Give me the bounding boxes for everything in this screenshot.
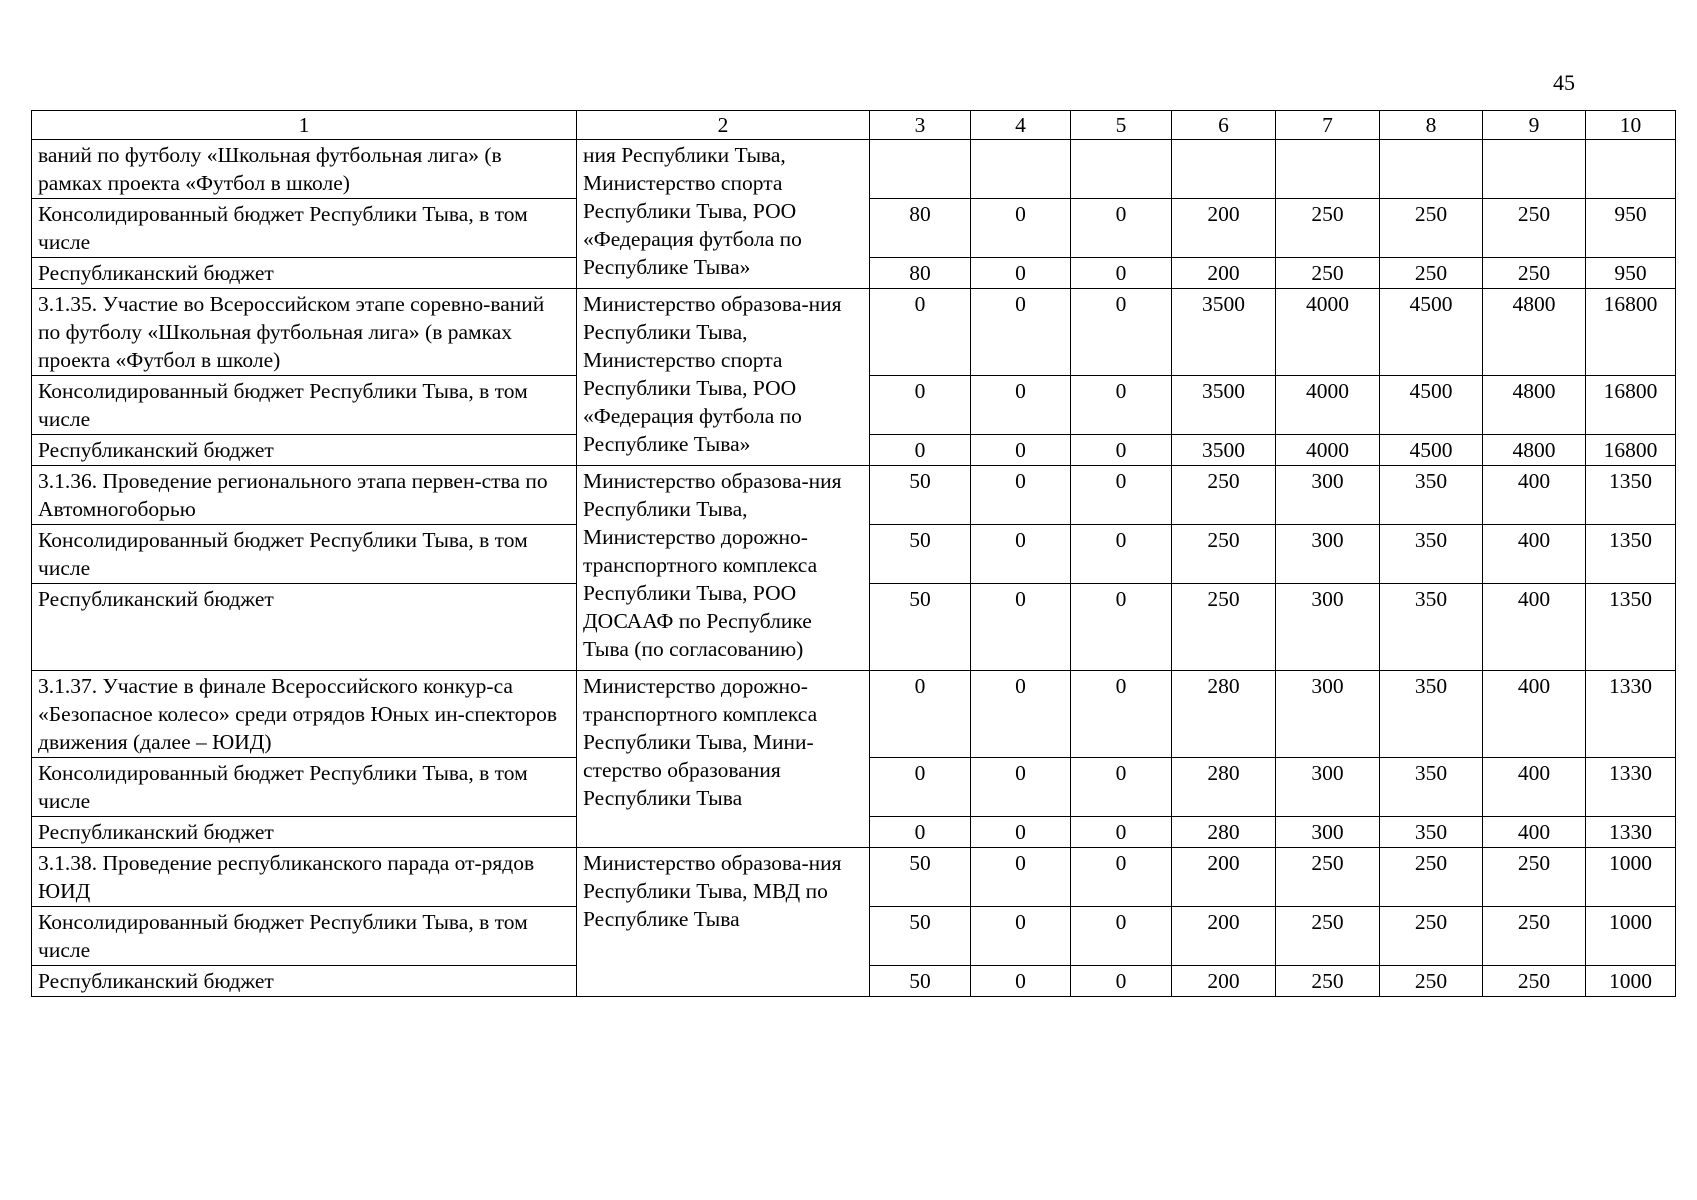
- value-cell: 400: [1483, 584, 1586, 671]
- value-cell: 280: [1172, 817, 1276, 848]
- value-cell: 0: [971, 466, 1071, 525]
- value-cell: 4000: [1276, 376, 1380, 435]
- executor-cell: ния Республики Тыва, Министерство спорта Республики Тыва, РОО «Федерация футбола по Республике Тыва»: [577, 140, 870, 289]
- value-cell: 0: [971, 907, 1071, 966]
- value-cell: 0: [1071, 376, 1172, 435]
- value-cell: 4500: [1380, 376, 1483, 435]
- value-cell: 200: [1172, 199, 1276, 258]
- value-cell: 280: [1172, 671, 1276, 758]
- value-cell: 350: [1380, 584, 1483, 671]
- value-cell: 0: [1071, 435, 1172, 466]
- value-cell: 16800: [1586, 435, 1676, 466]
- table-header-row: [32, 111, 1676, 140]
- value-cell: 0: [1071, 258, 1172, 289]
- value-cell: 50: [870, 525, 971, 584]
- executor-cell: Министерство образова-ния Республики Тыва, Министерство спорта Республики Тыва, РОО «Федерация футбола по Республике Тыва»: [577, 289, 870, 466]
- value-cell: 0: [971, 525, 1071, 584]
- table-body: [32, 111, 1676, 997]
- value-cell: 250: [1172, 525, 1276, 584]
- value-cell: 250: [1380, 907, 1483, 966]
- value-cell: 0: [971, 848, 1071, 907]
- budget-source-cell: Республиканский бюджет: [32, 966, 577, 997]
- table-row: [32, 466, 1676, 525]
- value-cell: 250: [1276, 258, 1380, 289]
- value-cell: 0: [1071, 907, 1172, 966]
- value-cell: 16800: [1586, 289, 1676, 376]
- value-cell: 200: [1172, 848, 1276, 907]
- executor-cell: Министерство дорожно-транспортного комплекса Республики Тыва, Мини-стерство образования Республики Тыва: [577, 671, 870, 848]
- value-cell: 350: [1380, 817, 1483, 848]
- value-cell: 300: [1276, 584, 1380, 671]
- value-cell: 0: [1071, 525, 1172, 584]
- value-cell: 50: [870, 848, 971, 907]
- value-cell: 0: [971, 584, 1071, 671]
- value-cell: 4800: [1483, 376, 1586, 435]
- value-cell: 250: [1483, 199, 1586, 258]
- value-cell: 1330: [1586, 817, 1676, 848]
- table-row: [32, 671, 1676, 758]
- value-cell: 200: [1172, 258, 1276, 289]
- value-cell: 250: [1276, 966, 1380, 997]
- value-cell: 0: [870, 289, 971, 376]
- value-cell: 400: [1483, 466, 1586, 525]
- value-cell: 250: [1483, 258, 1586, 289]
- table-row: [32, 848, 1676, 907]
- value-cell: 4800: [1483, 289, 1586, 376]
- value-cell: 0: [1071, 966, 1172, 997]
- value-cell: 16800: [1586, 376, 1676, 435]
- value-cell: 0: [1071, 817, 1172, 848]
- header-cell: 2: [577, 111, 870, 140]
- value-cell: 300: [1276, 671, 1380, 758]
- activity-name-cell: 3.1.35. Участие во Всероссийском этапе соревно-ваний по футболу «Школьная футбольная лига» (в рамках проекта «Футбол в школе): [32, 289, 577, 376]
- budget-source-cell: Республиканский бюджет: [32, 435, 577, 466]
- value-cell: 0: [870, 817, 971, 848]
- value-cell: 0: [1071, 289, 1172, 376]
- value-cell: 0: [971, 758, 1071, 817]
- value-cell: 4500: [1380, 289, 1483, 376]
- budget-table: [31, 110, 1676, 997]
- value-cell: 1000: [1586, 966, 1676, 997]
- executor-cell: Министерство образова-ния Республики Тыва, МВД по Республике Тыва: [577, 848, 870, 997]
- value-cell: 250: [1483, 848, 1586, 907]
- value-cell: 280: [1172, 758, 1276, 817]
- value-cell: 4800: [1483, 435, 1586, 466]
- budget-source-cell: Консолидированный бюджет Республики Тыва, в том числе: [32, 199, 577, 258]
- header-cell: 1: [32, 111, 577, 140]
- value-cell: 0: [1071, 848, 1172, 907]
- table-row: [32, 140, 1676, 199]
- value-cell: 350: [1380, 758, 1483, 817]
- value-cell: 250: [1380, 848, 1483, 907]
- value-cell: 50: [870, 584, 971, 671]
- value-cell: 950: [1586, 199, 1676, 258]
- value-cell: 3500: [1172, 289, 1276, 376]
- value-cell: 1350: [1586, 584, 1676, 671]
- value-cell: 0: [971, 817, 1071, 848]
- value-cell: 1000: [1586, 907, 1676, 966]
- header-cell: 9: [1483, 111, 1586, 140]
- value-cell: 400: [1483, 525, 1586, 584]
- value-cell: 3500: [1172, 435, 1276, 466]
- value-cell: 1350: [1586, 466, 1676, 525]
- header-cell: 3: [870, 111, 971, 140]
- value-cell: 250: [1172, 466, 1276, 525]
- value-cell: 250: [1380, 258, 1483, 289]
- value-cell: 1350: [1586, 525, 1676, 584]
- budget-source-cell: Консолидированный бюджет Республики Тыва, в том числе: [32, 376, 577, 435]
- value-cell: 1000: [1586, 848, 1676, 907]
- table-row: [32, 289, 1676, 376]
- value-cell: 4000: [1276, 289, 1380, 376]
- budget-source-cell: Республиканский бюджет: [32, 258, 577, 289]
- value-cell: 350: [1380, 466, 1483, 525]
- header-cell: 7: [1276, 111, 1380, 140]
- budget-source-cell: Консолидированный бюджет Республики Тыва, в том числе: [32, 907, 577, 966]
- budget-source-cell: Консолидированный бюджет Республики Тыва, в том числе: [32, 525, 577, 584]
- value-cell: [1276, 140, 1380, 199]
- value-cell: 0: [1071, 466, 1172, 525]
- budget-source-cell: Республиканский бюджет: [32, 584, 577, 671]
- value-cell: 80: [870, 258, 971, 289]
- activity-name-cell: 3.1.36. Проведение регионального этапа первен-ства по Автомногоборью: [32, 466, 577, 525]
- header-cell: 10: [1586, 111, 1676, 140]
- value-cell: 0: [1071, 584, 1172, 671]
- value-cell: 80: [870, 199, 971, 258]
- value-cell: 1330: [1586, 758, 1676, 817]
- value-cell: 4500: [1380, 435, 1483, 466]
- value-cell: 300: [1276, 817, 1380, 848]
- page-number: 45: [1553, 70, 1575, 95]
- value-cell: 0: [971, 376, 1071, 435]
- value-cell: 250: [1276, 907, 1380, 966]
- header-cell: 5: [1071, 111, 1172, 140]
- value-cell: 300: [1276, 466, 1380, 525]
- value-cell: 250: [1276, 848, 1380, 907]
- value-cell: 0: [870, 376, 971, 435]
- activity-name-cell: ваний по футболу «Школьная футбольная лига» (в рамках проекта «Футбол в школе): [32, 140, 577, 199]
- value-cell: 50: [870, 966, 971, 997]
- value-cell: 250: [1172, 584, 1276, 671]
- value-cell: 0: [870, 758, 971, 817]
- budget-source-cell: Консолидированный бюджет Республики Тыва, в том числе: [32, 758, 577, 817]
- value-cell: 950: [1586, 258, 1676, 289]
- header-cell: 8: [1380, 111, 1483, 140]
- value-cell: 200: [1172, 966, 1276, 997]
- value-cell: 0: [870, 435, 971, 466]
- value-cell: 0: [971, 671, 1071, 758]
- value-cell: 0: [971, 258, 1071, 289]
- budget-source-cell: Республиканский бюджет: [32, 817, 577, 848]
- value-cell: [1586, 140, 1676, 199]
- value-cell: 350: [1380, 671, 1483, 758]
- value-cell: 50: [870, 907, 971, 966]
- value-cell: 250: [1276, 199, 1380, 258]
- value-cell: 250: [1380, 966, 1483, 997]
- value-cell: [1380, 140, 1483, 199]
- value-cell: [971, 140, 1071, 199]
- value-cell: 0: [971, 435, 1071, 466]
- value-cell: 1330: [1586, 671, 1676, 758]
- value-cell: 4000: [1276, 435, 1380, 466]
- value-cell: 50: [870, 466, 971, 525]
- value-cell: [1483, 140, 1586, 199]
- value-cell: 400: [1483, 758, 1586, 817]
- value-cell: 350: [1380, 525, 1483, 584]
- value-cell: 3500: [1172, 376, 1276, 435]
- value-cell: 0: [1071, 671, 1172, 758]
- value-cell: 300: [1276, 525, 1380, 584]
- value-cell: 400: [1483, 671, 1586, 758]
- value-cell: 250: [1380, 199, 1483, 258]
- value-cell: 250: [1483, 907, 1586, 966]
- value-cell: 250: [1483, 966, 1586, 997]
- value-cell: 0: [971, 966, 1071, 997]
- value-cell: [1071, 140, 1172, 199]
- header-cell: 6: [1172, 111, 1276, 140]
- value-cell: 400: [1483, 817, 1586, 848]
- value-cell: 200: [1172, 907, 1276, 966]
- value-cell: 0: [1071, 758, 1172, 817]
- header-cell: 4: [971, 111, 1071, 140]
- value-cell: 300: [1276, 758, 1380, 817]
- value-cell: 0: [971, 289, 1071, 376]
- value-cell: 0: [870, 671, 971, 758]
- activity-name-cell: 3.1.37. Участие в финале Всероссийского конкур-са «Безопасное колесо» среди отрядов Юных ин-спекторов движения (далее – ЮИД): [32, 671, 577, 758]
- value-cell: 0: [971, 199, 1071, 258]
- value-cell: 0: [1071, 199, 1172, 258]
- executor-cell: Министерство образова-ния Республики Тыва, Министерство дорожно-транспортного комплекса Республики Тыва, РОО ДОСААФ по Республике Тыва (по согласованию): [577, 466, 870, 671]
- value-cell: [870, 140, 971, 199]
- activity-name-cell: 3.1.38. Проведение республиканского парада от-рядов ЮИД: [32, 848, 577, 907]
- value-cell: [1172, 140, 1276, 199]
